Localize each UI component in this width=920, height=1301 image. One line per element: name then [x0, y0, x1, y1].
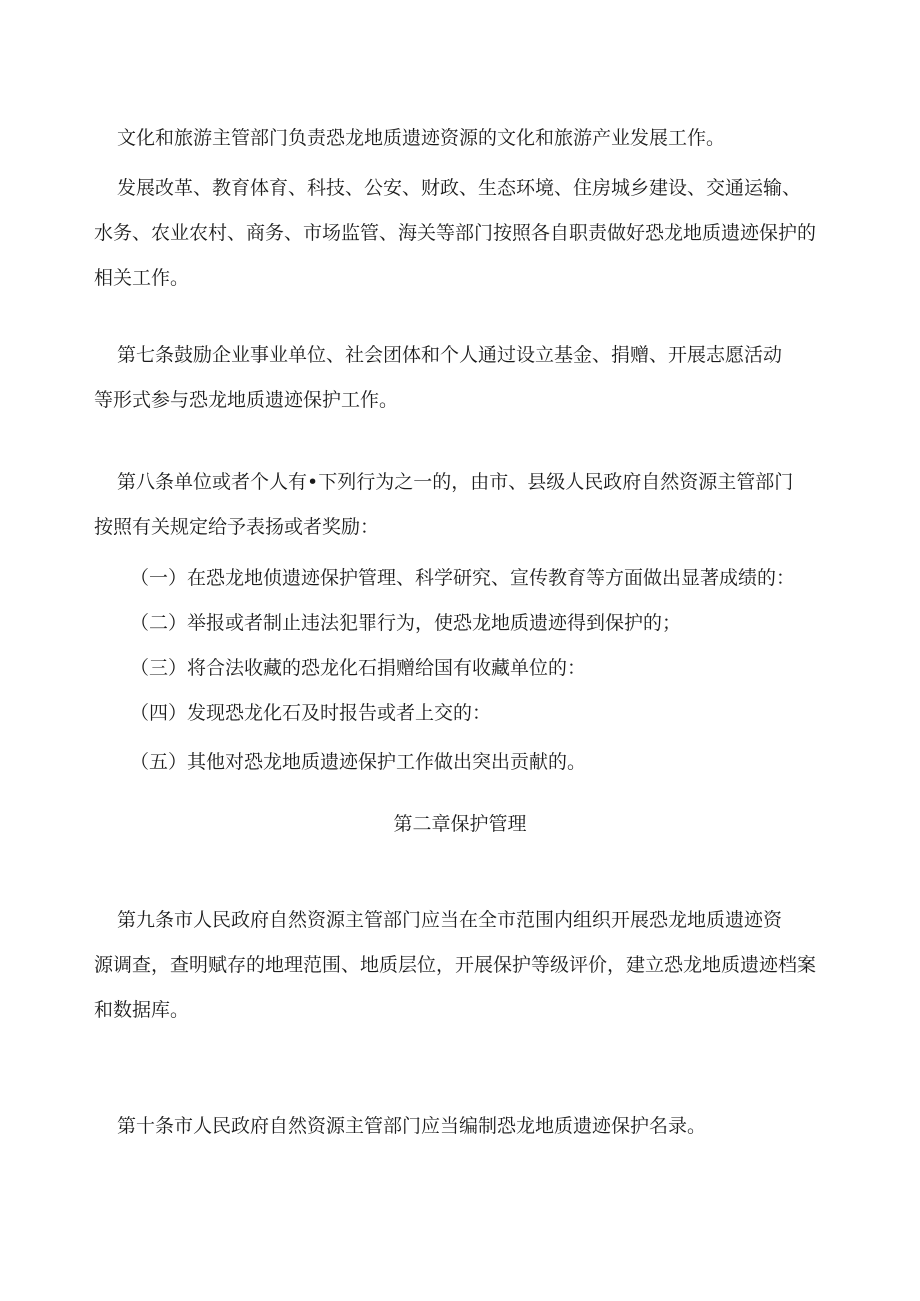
paragraph-line: 第九条市人民政府自然资源主管部门应当在全市范围内组织开展恐龙地质遗迹资 — [117, 909, 783, 931]
paragraph-line: 水务、农业农村、商务、市场监管、海关等部门按照各自职责做好恐龙地质遗迹保护的 — [94, 222, 817, 244]
paragraph-line: 发展改革、教育体育、科技、公安、财政、生态环境、住房城乡建设、交通运输、 — [117, 177, 802, 199]
paragraph-line: 第七条鼓励企业事业单位、社会团体和个人通过设立基金、捐赠、开展志愿活动 — [117, 344, 783, 366]
paragraph-culture-tourism — [117, 116, 837, 161]
paragraph-line: 第八条单位或者个人有•下列行为之一的，由市、县级人民政府自然资源主管部门 — [117, 471, 794, 493]
article-10 — [117, 1104, 837, 1149]
paragraph-line: 文化和旅游主管部门负责恐龙地质遗迹资源的文化和旅游产业发展工作。 — [117, 127, 726, 149]
article-7 — [94, 333, 837, 423]
paragraph-line: 和数据库。 — [94, 999, 190, 1021]
article-8-item-2: （二）举报或者制止违法犯罪行为，使恐龙地质遗迹得到保护的； — [130, 612, 682, 634]
article-8 — [94, 460, 837, 550]
article-8-item-3: （三）将合法收藏的恐龙化石捐赠给国有收藏单位的： — [130, 657, 587, 679]
paragraph-line: 第十条市人民政府自然资源主管部门应当编制恐龙地质遗迹保护名录。 — [117, 1115, 707, 1137]
chapter-title: 第二章保护管理 — [393, 813, 527, 835]
paragraph-line: 相关工作。 — [94, 267, 190, 289]
article-8-item-4: （四）发现恐龙化石及时报告或者上交的： — [130, 702, 492, 724]
paragraph-line: 源调查，查明赋存的地理范围、地质层位，开展保护等级评价，建立恐龙地质遗迹档案 — [94, 954, 817, 976]
article-9 — [94, 898, 837, 1033]
paragraph-line: 等形式参与恐龙地质遗迹保护工作。 — [94, 389, 399, 411]
paragraph-line: 按照有关规定给予表扬或者奖励： — [94, 516, 380, 538]
paragraph-departments — [94, 166, 837, 301]
article-8-item-5: （五）其他对恐龙地质遗迹保护工作做出突出贡献的。 — [130, 751, 587, 773]
article-8-item-1: （一）在恐龙地侦遗迹保护管理、科学研究、宣传教育等方面做出显著成绩的： — [130, 567, 796, 589]
